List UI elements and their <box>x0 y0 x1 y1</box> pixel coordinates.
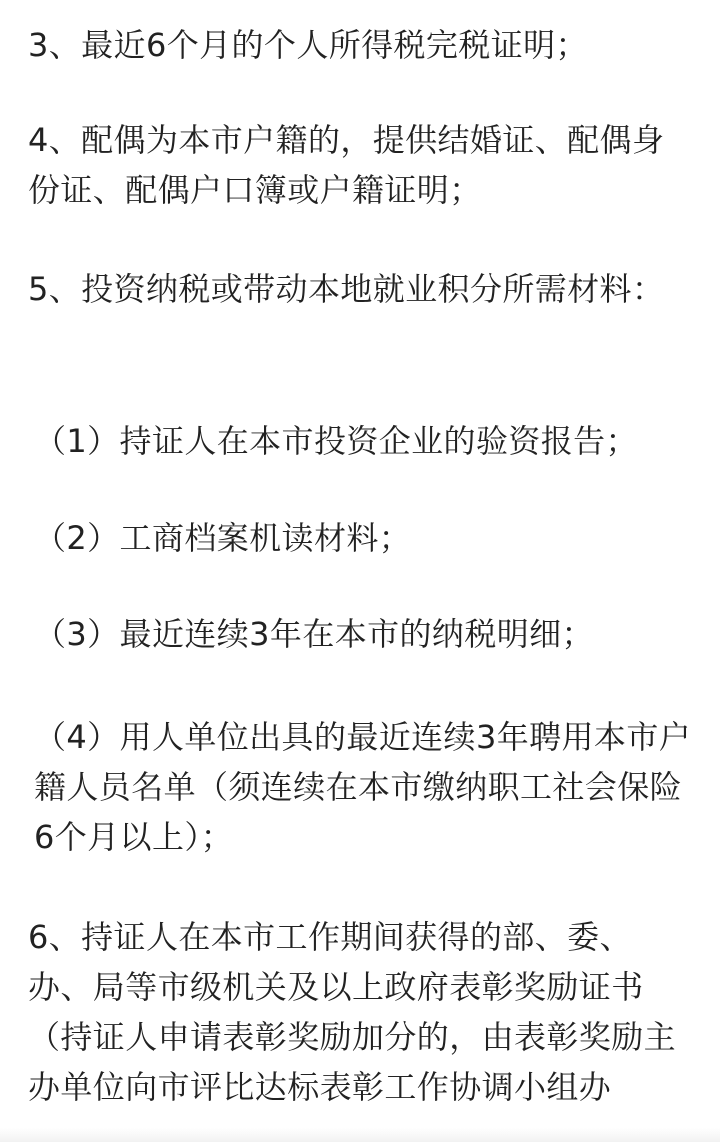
sub-item-4: （4）用人单位出具的最近连续3年聘用本市户籍人员名单（须连续在本市缴纳职工社会保险6个月以上）； <box>34 718 692 856</box>
sub-item-3: （3）最近连续3年在本市的纳税明细； <box>34 615 594 653</box>
paragraph-item-5: 5、投资纳税或带动本地就业积分所需材料： <box>28 270 665 308</box>
paragraph-item-6: 6、持证人在本市工作期间获得的部、委、办、局等市级机关及以上政府表彰奖励证书（持证人申请表彰奖励加分的，由表彰奖励主办单位向市评比达标表彰工作协调小组办 <box>28 918 677 1106</box>
sub-item-2: （2）工商档案机读材料； <box>34 519 412 557</box>
sub-item-1: （1）持证人在本市投资企业的验资报告； <box>34 422 638 460</box>
bottom-edge <box>0 1128 720 1142</box>
paragraph-item-4: 4、配偶为本市户籍的，提供结婚证、配偶身份证、配偶户口簿或户籍证明； <box>28 121 665 209</box>
paragraph-item-3: 3、最近6个月的个人所得税完税证明； <box>28 26 588 64</box>
